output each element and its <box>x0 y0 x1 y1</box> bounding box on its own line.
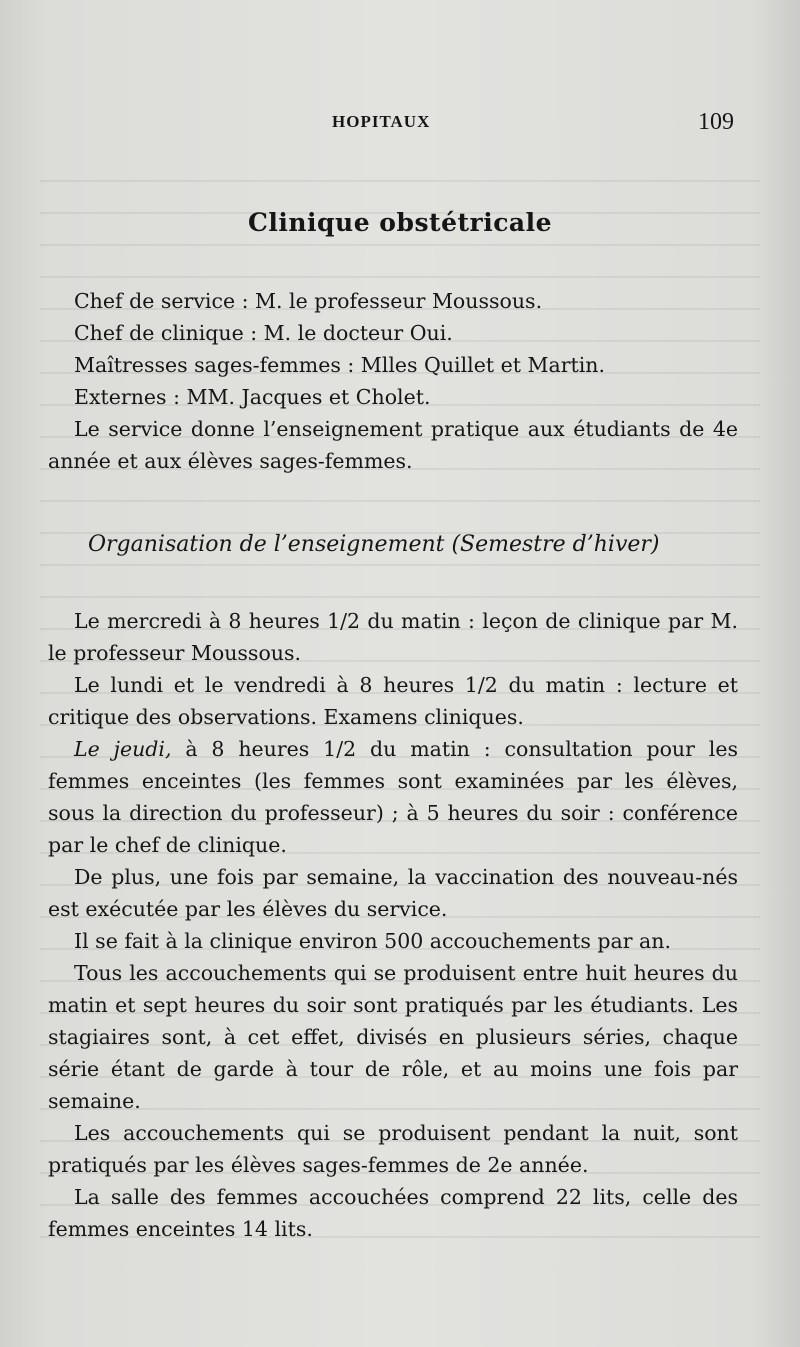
running-title: HOPITAUX <box>332 112 431 131</box>
paragraph-text: Les accouchements qui se produisent pendant la nuit, sont pratiqués par les élèves sages-femmes de 2e année. <box>48 1121 738 1177</box>
paragraph <box>48 605 738 669</box>
paragraph <box>48 1181 738 1245</box>
paragraph <box>48 669 738 733</box>
paragraph <box>48 733 738 861</box>
page-number: 109 <box>698 109 734 135</box>
paragraph-text: Le lundi et le vendredi à 8 heures 1/2 du matin : lecture et critique des observations. Examens cliniques. <box>48 673 738 729</box>
paragraph-text: Tous les accouchements qui se produisent entre huit heures du matin et sept heures du soir sont pratiqués par les étudiants. Les stagiaires sont, à cet effet, divisés en plusieurs séries, chaque série étant de garde à tour de rôle, et au moins une fois par semaine. <box>48 961 738 1113</box>
paragraph-text: La salle des femmes accouchées comprend 22 lits, celle des femmes enceintes 14 lits. <box>48 1185 738 1241</box>
paragraph <box>48 861 738 925</box>
staff-line: Maîtresses sages-femmes : Mlles Quillet et Martin. <box>74 353 606 377</box>
paragraph <box>48 925 738 957</box>
paragraph <box>48 1117 738 1181</box>
paragraph <box>48 957 738 1117</box>
paragraph-text: Le mercredi à 8 heures 1/2 du matin : leçon de clinique par M. le professeur Moussous. <box>48 609 738 665</box>
paragraph-text: Il se fait à la clinique environ 500 accouchements par an. <box>74 929 671 953</box>
section-title: Clinique obstétricale <box>247 208 553 237</box>
staff-line: Externes : MM. Jacques et Cholet. <box>74 385 431 409</box>
staff-list <box>48 285 738 477</box>
paragraph-lead: Le jeudi, <box>74 737 172 761</box>
paragraph-text: à 8 heures 1/2 du matin : consultation pour les femmes enceintes (les femmes sont examinées par les élèves, sous la direction du professeur) ; à 5 heures du soir : conférence par le chef de clinique. <box>48 737 738 857</box>
organisation-heading: Organisation de l’enseignement (Semestre d’hiver) <box>88 532 660 557</box>
staff-line: Chef de clinique : M. le docteur Oui. <box>74 321 453 345</box>
intro-paragraph: Le service donne l’enseignement pratique aux étudiants de 4e année et aux élèves sages-femmes. <box>48 417 738 473</box>
staff-line: Chef de service : M. le professeur Moussous. <box>74 289 543 313</box>
running-header <box>0 109 800 142</box>
paragraph-text: De plus, une fois par semaine, la vaccination des nouveau-nés est exécutée par les élèves du service. <box>48 865 738 921</box>
organisation-body <box>48 605 738 1245</box>
